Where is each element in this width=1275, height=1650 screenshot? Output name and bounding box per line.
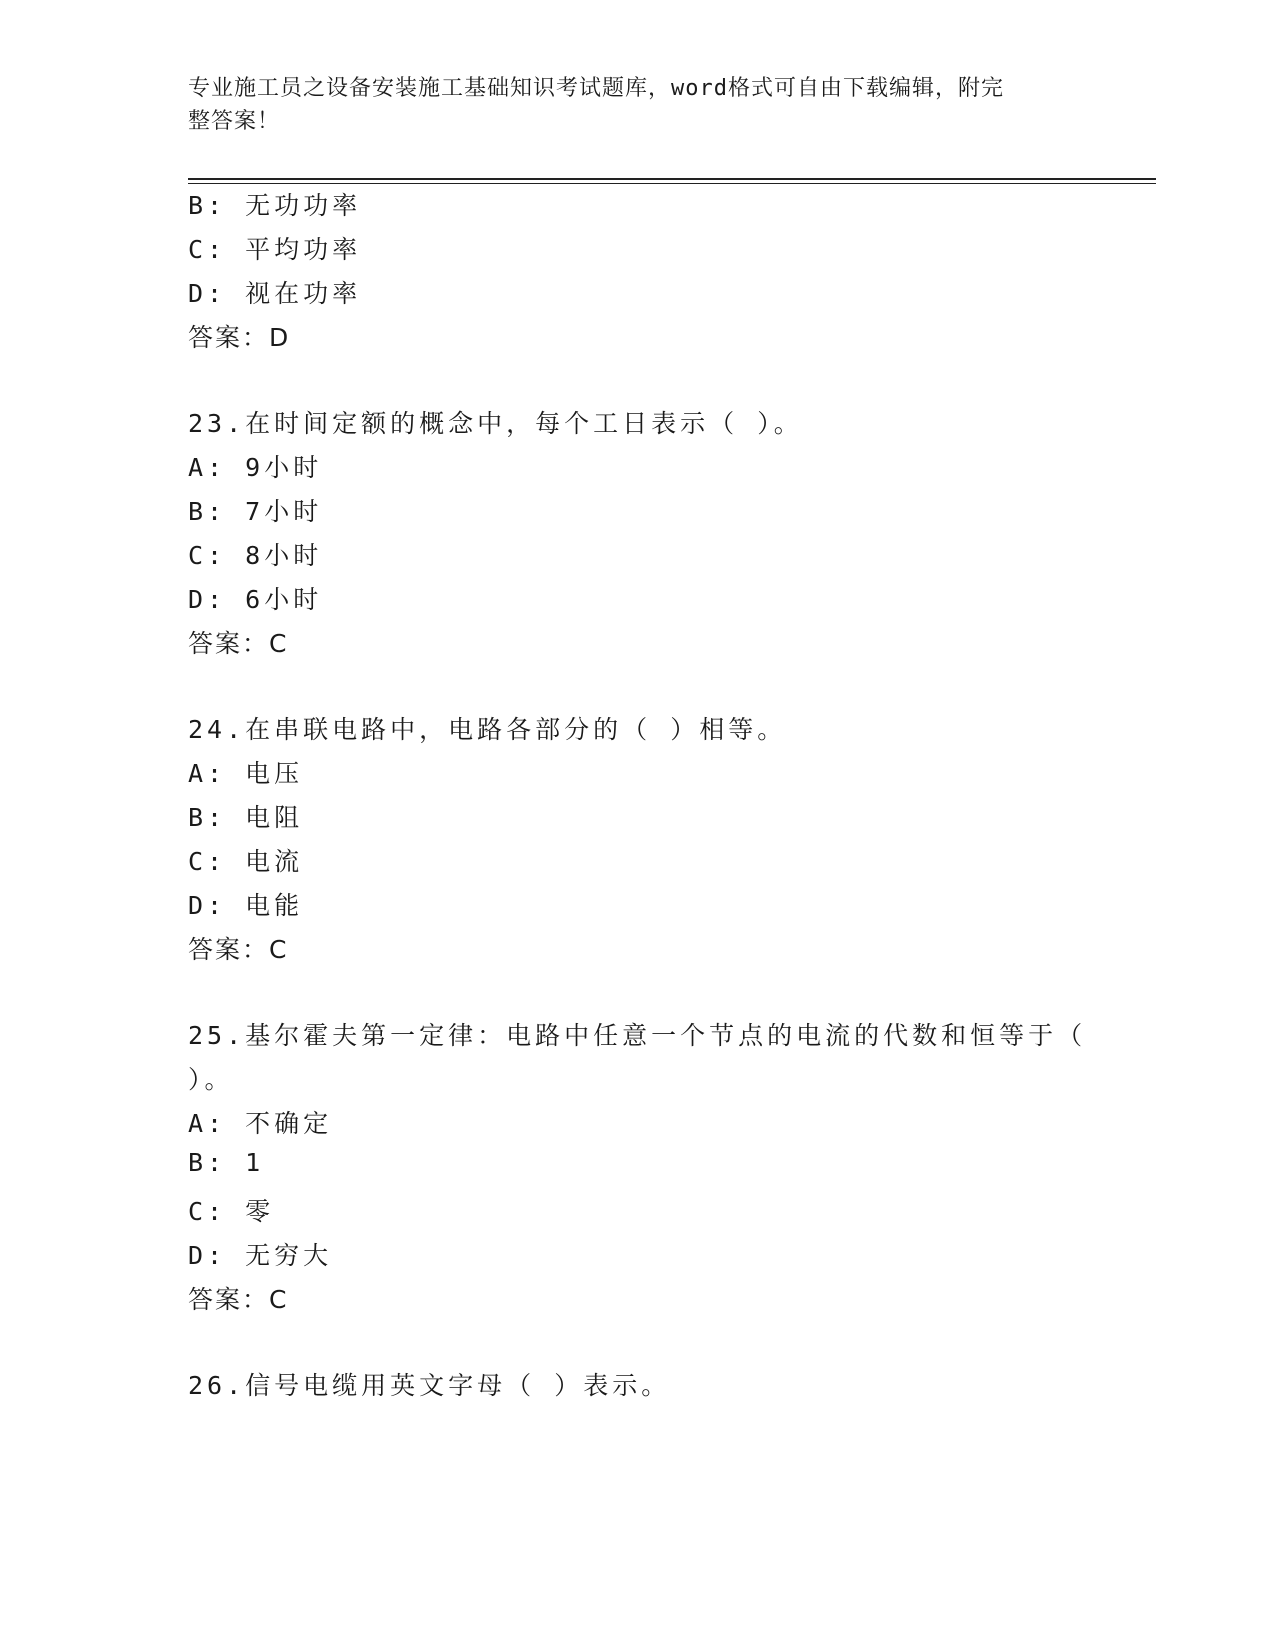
question-stem-continued: ）。: [188, 1065, 234, 1094]
option-a: A: 9小时: [188, 453, 323, 482]
answer: 答案：C: [188, 629, 289, 658]
document-header: [188, 72, 1068, 138]
answer: 答案：D: [188, 323, 291, 352]
option-c: C: 零: [188, 1197, 275, 1226]
header-rule-thin: [188, 183, 1156, 184]
option-c: C: 电流: [188, 847, 304, 876]
answer: 答案：C: [188, 935, 289, 964]
option-a: A: 不确定: [188, 1109, 333, 1138]
question-stem: 26.信号电缆用英文字母（ ）表示。: [188, 1371, 671, 1400]
question-stem: 23.在时间定额的概念中，每个工日表示（ ）。: [188, 409, 803, 438]
option-d: D: 电能: [188, 891, 304, 920]
option-d: D: 视在功率: [188, 279, 362, 308]
option-b: B: 无功功率: [188, 191, 362, 220]
answer: 答案：C: [188, 1285, 289, 1314]
question-stem: 25.基尔霍夫第一定律：电路中任意一个节点的电流的代数和恒等于（: [188, 1021, 1087, 1050]
option-b: B: 7小时: [188, 497, 323, 526]
header-line-1: 专业施工员之设备安装施工基础知识考试题库，word格式可自由下载编辑，附完: [188, 76, 1004, 101]
option-d: D: 6小时: [188, 585, 323, 614]
option-c: C: 平均功率: [188, 235, 362, 264]
option-a: A: 电压: [188, 759, 304, 788]
option-b: B: 1: [188, 1148, 265, 1177]
option-d: D: 无穷大: [188, 1241, 333, 1270]
header-line-2: 整答案！: [188, 109, 281, 134]
question-stem: 24.在串联电路中，电路各部分的（ ）相等。: [188, 715, 787, 744]
option-c: C: 8小时: [188, 541, 323, 570]
option-b: B: 电阻: [188, 803, 304, 832]
header-rule-thick: [188, 178, 1156, 180]
